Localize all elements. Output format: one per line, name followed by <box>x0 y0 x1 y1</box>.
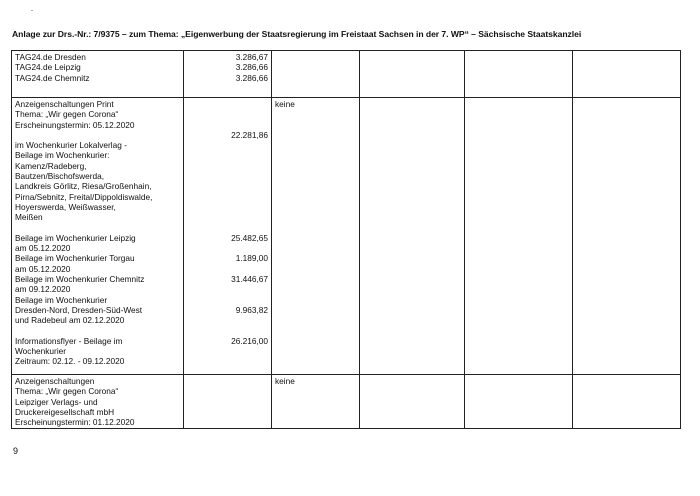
desc-line: Druckereigesellschaft mbH <box>15 406 115 417</box>
desc-line: Kamenz/Radeberg, <box>15 160 87 171</box>
desc-line: Anzeigenschaltungen <box>15 376 95 386</box>
amount-cell <box>184 51 272 98</box>
amount-value: 3.286,66 <box>235 72 268 83</box>
amount-value: 26.216,00 <box>231 335 268 346</box>
empty-cell <box>465 375 573 429</box>
description-cell <box>12 98 184 375</box>
desc-line: Thema: „Wir gegen Corona“ <box>15 386 119 397</box>
desc-line: TAG24.de Chemnitz <box>15 72 90 83</box>
empty-cell <box>573 51 681 98</box>
empty-cell <box>465 51 573 98</box>
empty-cell <box>573 375 681 429</box>
desc-line: am 05.12.2020 <box>15 243 71 254</box>
desc-line: am 05.12.2020 <box>15 263 71 274</box>
desc-line: Erscheinungstermin: 05.12.2020 <box>15 119 135 130</box>
desc-line: Informationsflyer - Beilage im <box>15 335 123 346</box>
desc-line: Landkreis Görlitz, Riesa/Großenhain, <box>15 181 152 192</box>
desc-line: Bautzen/Bischofswerda, <box>15 171 105 182</box>
amount-value: 22.281,86 <box>231 129 268 140</box>
empty-cell <box>573 98 681 375</box>
desc-line: TAG24.de Leipzig <box>15 62 81 73</box>
desc-line: Anzeigenschaltungen Print <box>15 99 114 109</box>
desc-line: Hoyerswerda, Weißwasser, <box>15 201 116 212</box>
empty-cell <box>360 98 465 375</box>
amount-cell <box>184 375 272 429</box>
table-row <box>12 375 681 429</box>
desc-line: Zeitraum: 02.12. - 09.12.2020 <box>15 356 125 367</box>
note-cell <box>272 51 360 98</box>
table-row <box>12 98 681 375</box>
empty-cell <box>465 98 573 375</box>
description-cell <box>12 375 184 429</box>
amount-value: 3.286,66 <box>235 62 268 73</box>
amount-value: 25.482,65 <box>231 232 268 243</box>
table-row <box>12 51 681 98</box>
desc-line: im Wochenkurier Lokalverlag - <box>15 140 127 151</box>
desc-line: und Radebeul am 02.12.2020 <box>15 315 125 326</box>
amount-value: 3.286,67 <box>235 52 268 62</box>
desc-line: Erscheinungstermin: 01.12.2020 <box>15 417 135 428</box>
empty-cell <box>360 51 465 98</box>
desc-line: am 09.12.2020 <box>15 284 71 295</box>
note-cell: keine <box>272 375 360 429</box>
desc-line: Beilage im Wochenkurier Chemnitz <box>15 274 145 285</box>
page-header: Anlage zur Drs.-Nr.: 7/9375 – zum Thema: „Eigenwerbung der Staatsregierung im Freistaat Sachsen in der 7. WP“ – Sächsische Staatskanzlei <box>12 29 582 39</box>
desc-line: Beilage im Wochenkurier <box>15 294 108 305</box>
expense-table <box>11 50 681 429</box>
description-cell <box>12 51 184 98</box>
amount-cell <box>184 98 272 375</box>
desc-line: Leipziger Verlags- und <box>15 396 98 407</box>
amount-value: 9.963,82 <box>235 304 268 315</box>
note-cell: keine <box>272 98 360 375</box>
desc-line: Beilage im Wochenkurier Leipzig <box>15 232 136 243</box>
desc-line: Wochenkurier <box>15 346 67 357</box>
desc-line: Beilage im Wochenkurier Torgau <box>15 253 135 264</box>
amount-value: 31.446,67 <box>231 274 268 285</box>
desc-line: TAG24.de Dresden <box>15 52 86 62</box>
desc-line: Meißen <box>15 212 43 223</box>
amount-value: 1.189,00 <box>235 253 268 264</box>
desc-line: Dresden-Nord, Dresden-Süd-West <box>15 304 143 315</box>
desc-line: Pirna/Sebnitz, Freital/Dippoldiswalde, <box>15 191 153 202</box>
scan-speck <box>31 10 33 11</box>
empty-cell <box>360 375 465 429</box>
desc-line: Thema: „Wir gegen Corona“ <box>15 109 119 120</box>
desc-line: Beilage im Wochenkurier: <box>15 150 110 161</box>
page-number: 9 <box>13 446 19 456</box>
